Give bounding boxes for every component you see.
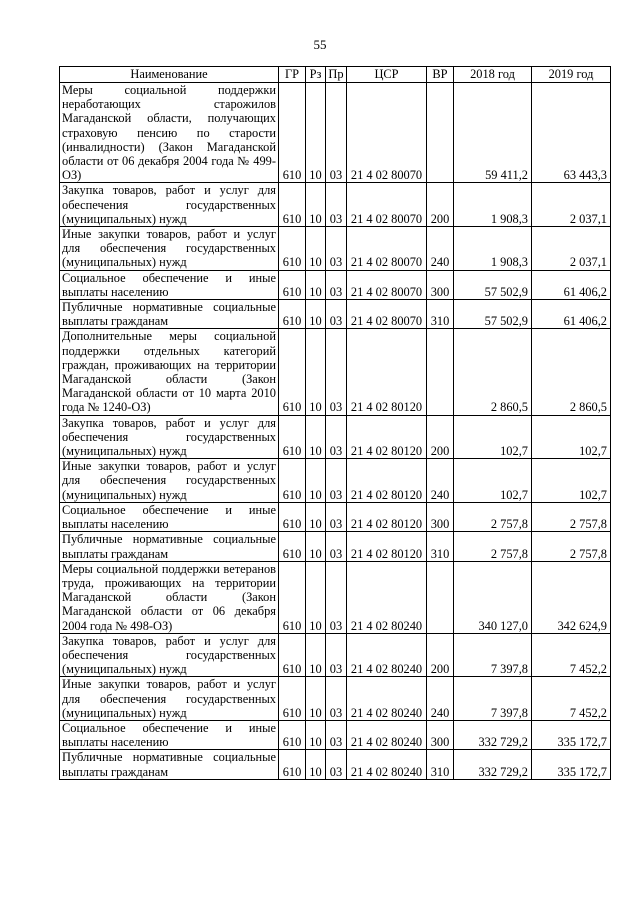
table-row [60,83,611,183]
row-rz: 10 [306,532,326,561]
row-pr: 03 [326,532,347,561]
row-pr: 03 [326,270,347,299]
row-rz: 10 [306,329,326,415]
table-row [60,227,611,271]
row-value-2019: 2 860,5 [532,329,611,415]
row-rz: 10 [306,227,326,271]
row-name: Дополнительные меры социальной поддержки отдельных категорий граждан, проживающих на территории Магаданской области (Закон Магаданской области от 10 марта 2010 года № 1240-ОЗ) [60,329,279,415]
row-pr: 03 [326,750,347,779]
row-rz: 10 [306,459,326,503]
row-name: Публичные нормативные социальные выплаты гражданам [60,300,279,329]
row-csr: 21 4 02 80240 [347,750,427,779]
row-vr: 310 [427,300,454,329]
table-row [60,270,611,299]
row-name: Социальное обеспечение и иные выплаты населению [60,270,279,299]
row-csr: 21 4 02 80070 [347,270,427,299]
row-gr: 610 [279,633,306,677]
table-row [60,459,611,503]
row-value-2018: 1 908,3 [454,183,532,227]
row-value-2019: 61 406,2 [532,300,611,329]
table-row [60,532,611,561]
row-gr: 610 [279,459,306,503]
row-vr: 200 [427,183,454,227]
table-row [60,677,611,721]
row-rz: 10 [306,415,326,459]
row-value-2018: 57 502,9 [454,270,532,299]
row-rz: 10 [306,720,326,749]
row-rz: 10 [306,750,326,779]
row-name: Публичные нормативные социальные выплаты гражданам [60,750,279,779]
row-csr: 21 4 02 80240 [347,561,427,633]
row-value-2018: 7 397,8 [454,677,532,721]
table-row [60,720,611,749]
row-pr: 03 [326,300,347,329]
row-gr: 610 [279,720,306,749]
row-rz: 10 [306,561,326,633]
row-csr: 21 4 02 80120 [347,329,427,415]
table-row [60,502,611,531]
row-pr: 03 [326,633,347,677]
row-pr: 03 [326,227,347,271]
row-csr: 21 4 02 80070 [347,300,427,329]
header-2018: 2018 год [454,67,532,83]
row-value-2019: 342 624,9 [532,561,611,633]
row-name: Публичные нормативные социальные выплаты гражданам [60,532,279,561]
row-value-2019: 335 172,7 [532,750,611,779]
row-pr: 03 [326,329,347,415]
row-rz: 10 [306,270,326,299]
row-value-2019: 7 452,2 [532,677,611,721]
row-value-2019: 63 443,3 [532,83,611,183]
row-value-2018: 340 127,0 [454,561,532,633]
header-2019: 2019 год [532,67,611,83]
row-csr: 21 4 02 80120 [347,459,427,503]
row-value-2018: 2 757,8 [454,502,532,531]
header-name: Наименование [60,67,279,83]
row-vr [427,83,454,183]
row-value-2019: 7 452,2 [532,633,611,677]
row-value-2019: 2 757,8 [532,532,611,561]
table-body [60,83,611,780]
row-gr: 610 [279,183,306,227]
row-vr: 240 [427,459,454,503]
row-name: Иные закупки товаров, работ и услуг для обеспечения государственных (муниципальных) нужд [60,459,279,503]
table-header-row [60,67,611,83]
table-row [60,633,611,677]
row-csr: 21 4 02 80070 [347,227,427,271]
header-csr: ЦСР [347,67,427,83]
row-name: Иные закупки товаров, работ и услуг для обеспечения государственных (муниципальных) нужд [60,677,279,721]
row-value-2019: 102,7 [532,415,611,459]
row-vr: 300 [427,270,454,299]
row-gr: 610 [279,329,306,415]
row-rz: 10 [306,502,326,531]
row-rz: 10 [306,677,326,721]
row-value-2019: 335 172,7 [532,720,611,749]
row-value-2018: 7 397,8 [454,633,532,677]
row-gr: 610 [279,677,306,721]
row-pr: 03 [326,561,347,633]
row-value-2019: 2 037,1 [532,183,611,227]
row-value-2019: 2 037,1 [532,227,611,271]
row-vr: 200 [427,633,454,677]
row-value-2018: 59 411,2 [454,83,532,183]
header-pr: Пр [326,67,347,83]
row-rz: 10 [306,83,326,183]
table-row [60,183,611,227]
row-value-2018: 2 860,5 [454,329,532,415]
row-value-2018: 332 729,2 [454,720,532,749]
header-rz: Рз [306,67,326,83]
row-vr: 300 [427,502,454,531]
row-csr: 21 4 02 80120 [347,502,427,531]
header-gr: ГР [279,67,306,83]
row-name: Меры социальной поддержки ветеранов труда, проживающих на территории Магаданской области (Закон Магаданской области от 06 декабря 2004 года № 498-ОЗ) [60,561,279,633]
row-value-2018: 102,7 [454,415,532,459]
row-csr: 21 4 02 80240 [347,720,427,749]
row-gr: 610 [279,532,306,561]
row-value-2018: 102,7 [454,459,532,503]
row-gr: 610 [279,270,306,299]
row-value-2018: 2 757,8 [454,532,532,561]
row-value-2019: 61 406,2 [532,270,611,299]
row-name: Меры социальной поддержки неработающих старожилов Магаданской области, получающих страховую пенсию по старости (инвалидности) (Закон Магаданской области от 06 декабря 2004 года № 499-ОЗ) [60,83,279,183]
row-pr: 03 [326,459,347,503]
table-row [60,750,611,779]
row-vr: 310 [427,750,454,779]
row-vr: 200 [427,415,454,459]
row-vr: 240 [427,677,454,721]
row-value-2019: 2 757,8 [532,502,611,531]
row-name: Социальное обеспечение и иные выплаты населению [60,502,279,531]
row-value-2018: 332 729,2 [454,750,532,779]
table-row [60,561,611,633]
row-value-2018: 57 502,9 [454,300,532,329]
row-pr: 03 [326,720,347,749]
row-csr: 21 4 02 80070 [347,83,427,183]
row-value-2019: 102,7 [532,459,611,503]
row-gr: 610 [279,502,306,531]
row-pr: 03 [326,83,347,183]
row-value-2018: 1 908,3 [454,227,532,271]
row-csr: 21 4 02 80240 [347,677,427,721]
row-pr: 03 [326,677,347,721]
row-pr: 03 [326,183,347,227]
row-pr: 03 [326,415,347,459]
header-vr: ВР [427,67,454,83]
row-pr: 03 [326,502,347,531]
row-gr: 610 [279,300,306,329]
row-csr: 21 4 02 80120 [347,532,427,561]
budget-table [59,66,611,780]
row-csr: 21 4 02 80240 [347,633,427,677]
row-name: Закупка товаров, работ и услуг для обеспечения государственных (муниципальных) нужд [60,415,279,459]
row-gr: 610 [279,83,306,183]
row-vr: 300 [427,720,454,749]
row-name: Закупка товаров, работ и услуг для обеспечения государственных (муниципальных) нужд [60,633,279,677]
table-row [60,415,611,459]
table-row [60,329,611,415]
row-vr: 310 [427,532,454,561]
table-row [60,300,611,329]
row-vr [427,329,454,415]
row-gr: 610 [279,750,306,779]
row-rz: 10 [306,633,326,677]
row-rz: 10 [306,183,326,227]
row-vr [427,561,454,633]
row-csr: 21 4 02 80070 [347,183,427,227]
row-csr: 21 4 02 80120 [347,415,427,459]
row-gr: 610 [279,415,306,459]
page-number: 55 [313,37,327,52]
row-gr: 610 [279,561,306,633]
row-vr: 240 [427,227,454,271]
row-name: Иные закупки товаров, работ и услуг для обеспечения государственных (муниципальных) нужд [60,227,279,271]
row-name: Социальное обеспечение и иные выплаты населению [60,720,279,749]
row-name: Закупка товаров, работ и услуг для обеспечения государственных (муниципальных) нужд [60,183,279,227]
row-rz: 10 [306,300,326,329]
row-gr: 610 [279,227,306,271]
